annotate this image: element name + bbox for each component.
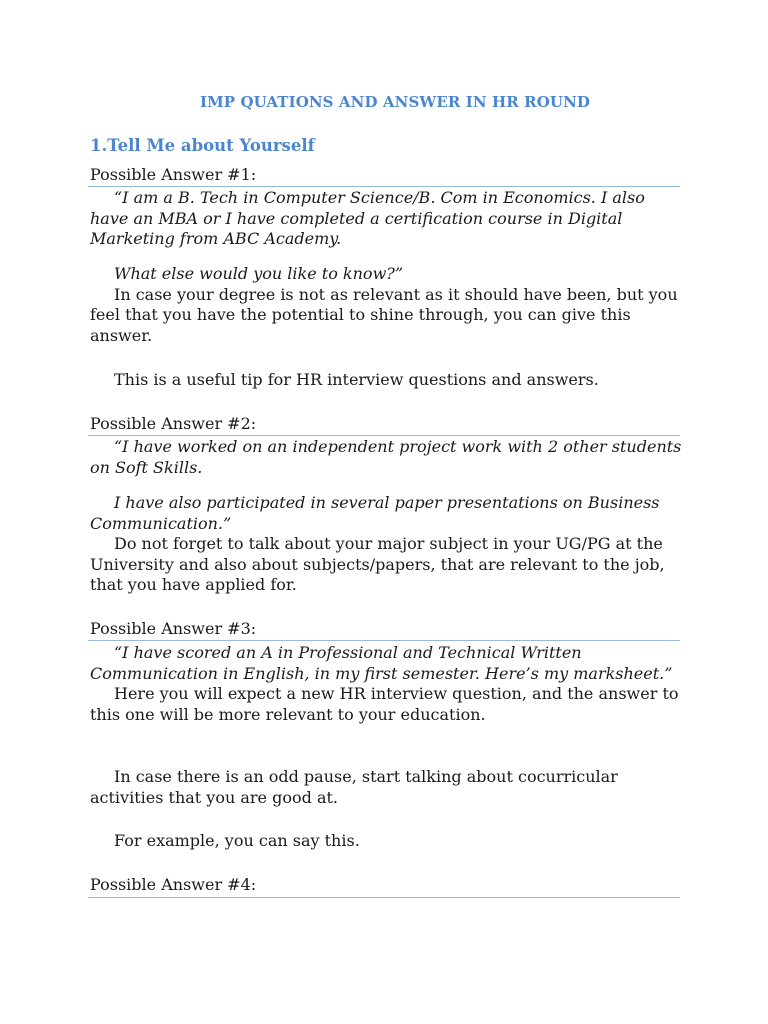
answer-1-quote-end: What else would you like to know?” (114, 264, 404, 283)
section-heading: 1.Tell Me about Yourself (90, 136, 315, 155)
answer-3-content-3 (90, 831, 682, 852)
answer-1-divider (88, 186, 680, 187)
answer-2-quote-end: I have also participated in several paper presentations on Business Communication.” (90, 493, 660, 533)
answer-3-body-3: For example, you can say this. (114, 831, 360, 850)
answer-2-content (90, 437, 682, 478)
answer-1-tip-block (90, 370, 682, 391)
answer-3-label: Possible Answer #3: (90, 619, 257, 638)
answer-2-content-2 (90, 493, 682, 596)
answer-2-quote: “I have worked on an independent project work with 2 other students on Soft Skills. (90, 437, 682, 477)
document-title: IMP QUATIONS AND ANSWER IN HR ROUND (199, 93, 590, 111)
answer-4-label: Possible Answer #4: (90, 875, 257, 894)
answer-3-content (90, 643, 682, 725)
answer-1-label: Possible Answer #1: (90, 165, 257, 184)
answer-3-body-2: In case there is an odd pause, start talking about cocurricular activities that you are good at. (90, 767, 618, 807)
answer-1-content (90, 188, 682, 250)
answer-2-label: Possible Answer #2: (90, 414, 257, 433)
answer-1-content-2 (90, 264, 682, 346)
answer-3-content-2 (90, 767, 682, 808)
answer-4-divider (88, 897, 680, 898)
answer-2-body: Do not forget to talk about your major subject in your UG/PG at the University and also about subjects/papers, that are relevant to the job, that you have applied for. (90, 534, 665, 594)
answer-1-tip: This is a useful tip for HR interview questions and answers. (114, 370, 599, 389)
answer-2-divider (88, 435, 680, 436)
answer-3-divider (88, 640, 680, 641)
answer-3-body: Here you will expect a new HR interview question, and the answer to this one will be more relevant to your education. (90, 684, 679, 724)
answer-3-quote: “I have scored an A in Professional and Technical Written Communication in English, in my first semester. Here’s my marksheet.” (90, 643, 673, 683)
answer-1-body: In case your degree is not as relevant as it should have been, but you feel that you have the potential to shine through, you can give this answer. (90, 284, 678, 345)
answer-1-quote: “I am a B. Tech in Computer Science/B. Com in Economics. I also have an MBA or I have completed a certification course in Digital Marketing from ABC Academy. (90, 188, 645, 248)
